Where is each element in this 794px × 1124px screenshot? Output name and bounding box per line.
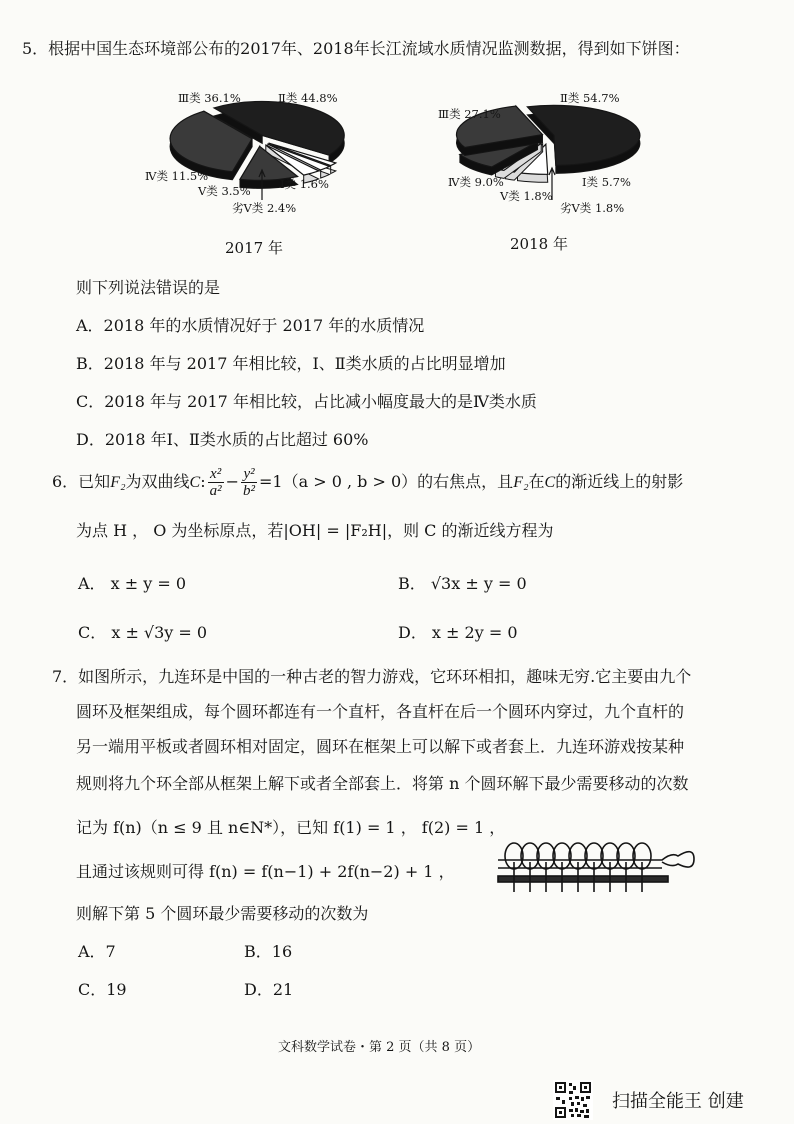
q6-minus: −	[225, 472, 240, 491]
q7-line-3: 另一端用平板或者圆环相对固定，圆环在框架上可以解下或者套上．九连环游戏按某种	[76, 737, 685, 756]
q5-stem: 5．根据中国生态环境部公布的2017年、2018年长江流域水质情况监测数据，得到如下饼图：	[22, 39, 690, 58]
q6-fraction-y: $\frac{\text{y²}}{\text{b²}}$	[243, 466, 256, 499]
pie-label-1-5: 劣Ⅴ类 1.8%	[560, 201, 625, 215]
pie-charts	[0, 60, 794, 260]
pie-2018-title: 2018 年	[510, 235, 568, 253]
q6-intro: 6．已知	[52, 472, 111, 491]
pie-label-0-4: Ⅴ类 3.5%	[198, 184, 251, 198]
q6-text-b: 为双曲线	[125, 472, 190, 491]
q6-focus: F₂	[110, 474, 126, 491]
q6-line2: 为点 H ， O 为坐标原点，若|OH| = |F₂H|，则 C 的渐近线方程为	[76, 521, 554, 540]
q6-option-a: A． x ± y = 0	[78, 574, 187, 593]
qr-code-icon	[553, 1080, 593, 1120]
q6-curve: C	[189, 474, 201, 491]
q6-option-d: D． x ± 2y = 0	[398, 623, 518, 642]
q7-line-4: 规则将九个环全部从框架上解下或者全部套上．将第 n 个圆环解下最少需要移动的次数	[76, 774, 689, 793]
nine-rings-illustration	[494, 832, 704, 898]
q6-colon: :	[200, 472, 206, 491]
scanner-brand: 扫描全能王 创建	[612, 1091, 744, 1112]
q7-line-7: 则解下第 5 个圆环最少需要移动的次数为	[76, 904, 369, 923]
q7-option-b: B．16	[244, 942, 293, 961]
q6-fraction-x: $\frac{\text{x²}}{\text{a²}}$	[209, 466, 222, 499]
q6-focus-2: F₂	[513, 474, 529, 491]
q6-text-c: 的右焦点，且	[417, 472, 514, 491]
q6-equals: =1	[259, 472, 283, 491]
q6-curve-2: C	[544, 474, 556, 491]
pie-label-0-2: Ⅲ类 36.1%	[178, 91, 241, 105]
q6-option-b: B． √3x ± y = 0	[398, 574, 527, 593]
q7-line-5: 记为 f(n)（n ≤ 9 且 n∈N*），已知 f(1) = 1 ， f(2) = 1 ，	[76, 818, 506, 837]
pie-label-0-1: Ⅱ类 44.8%	[278, 91, 338, 105]
q6-condition: （a > 0 , b > 0）	[282, 472, 418, 491]
q6-text-g: 的渐近线上的射影	[555, 472, 684, 491]
q5-option-d: D．2018 年Ⅰ、Ⅱ类水质的占比超过 60%	[76, 430, 369, 449]
q6-text-e: 在	[528, 472, 545, 491]
pie-label-1-0: Ⅰ类 5.7%	[582, 175, 631, 189]
q7-option-d: D．21	[244, 980, 294, 999]
pie-label-1-2: Ⅲ类 27.1%	[438, 107, 501, 121]
pie-label-1-3: Ⅳ类 9.0%	[448, 175, 504, 189]
q5-option-b: B．2018 年与 2017 年相比较，Ⅰ、Ⅱ类水质的占比明显增加	[76, 354, 506, 373]
pie-label-0-5: 劣Ⅴ类 2.4%	[232, 201, 297, 215]
q7-line-6: 且通过该规则可得 f(n) = f(n−1) + 2f(n−2) + 1 ，	[76, 862, 455, 881]
q6-option-c: C． x ± √3y = 0	[78, 623, 208, 642]
pie-label-0-0: Ⅰ类 1.6%	[280, 177, 329, 191]
q6-line1	[52, 466, 683, 499]
pie-2017-title: 2017 年	[225, 239, 283, 257]
q7-option-c: C．19	[78, 980, 127, 999]
q7-line-2: 圆环及框架组成，每个圆环都连有一个直杆，各直杆在后一个圆环内穿过，九个直杆的	[76, 702, 685, 721]
pie-label-1-1: Ⅱ类 54.7%	[560, 91, 620, 105]
q7-line-1: 7．如图所示，九连环是中国的一种古老的智力游戏，它环环相扣，趣味无穷.它主要由九个	[52, 667, 692, 686]
pie-label-0-3: Ⅳ类 11.5%	[145, 169, 209, 183]
q5-question: 则下列说法错误的是	[76, 278, 221, 297]
pie-label-1-4: Ⅴ类 1.8%	[500, 189, 553, 203]
q5-option-a: A．2018 年的水质情况好于 2017 年的水质情况	[76, 316, 425, 335]
q5-option-c: C．2018 年与 2017 年相比较，占比减小幅度最大的是Ⅳ类水质	[76, 392, 537, 411]
q7-option-a: A．7	[78, 942, 116, 961]
page-footer: 文科数学试卷・第 2 页（共 8 页）	[278, 1040, 481, 1055]
